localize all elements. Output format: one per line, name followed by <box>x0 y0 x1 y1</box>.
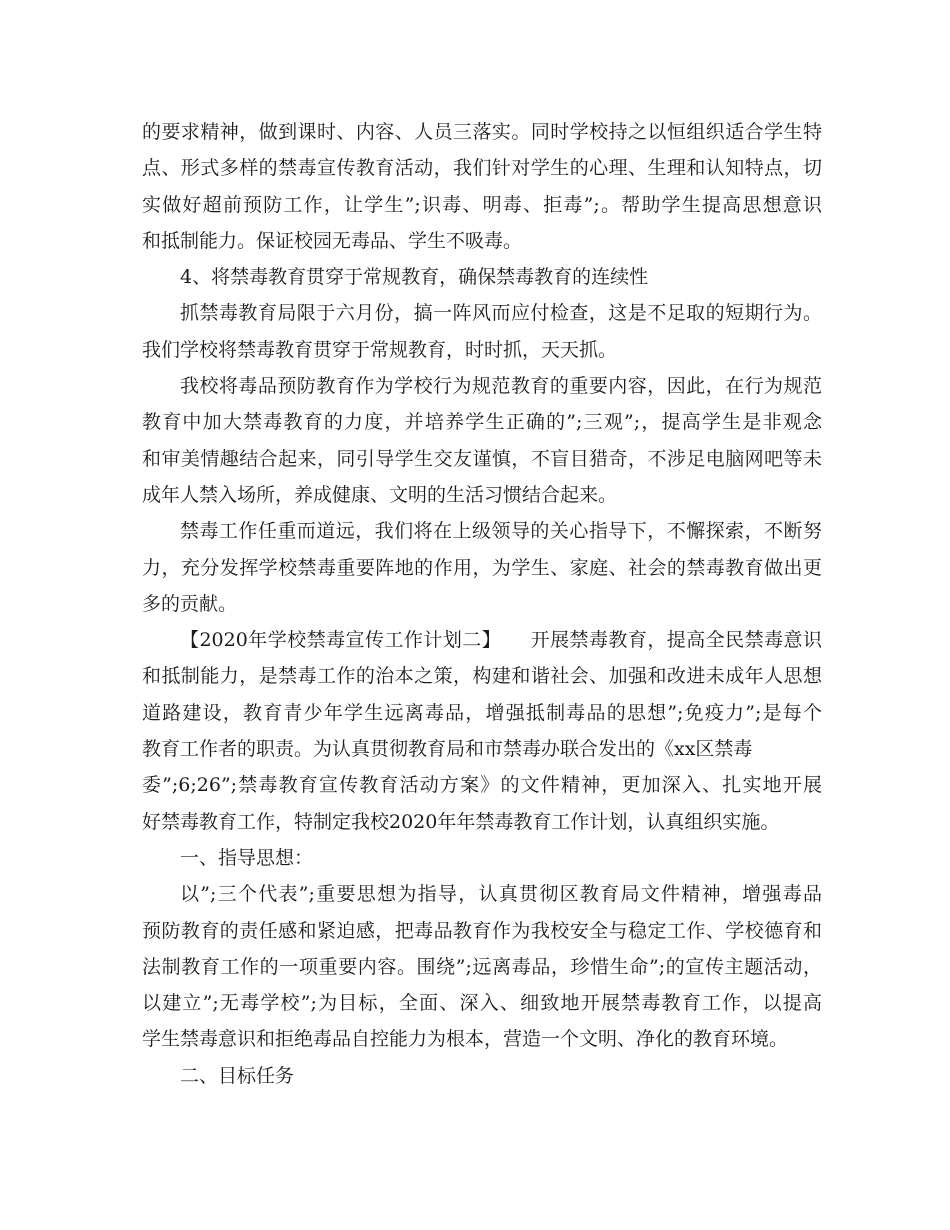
document-body <box>142 114 822 1094</box>
text-line: 道路建设，教育青少年学生远离毒品，增强抵制毒品的思想”;免疫力”;是每个 <box>142 701 822 724</box>
text-line: 教育工作者的职责。为认真贯彻教育局和市禁毒办联合发出的《xx区禁毒 <box>142 738 753 761</box>
text-line: 和抵制能力。保证校园无毒品、学生不吸毒。 <box>142 229 523 252</box>
text-line: 【2020年学校禁毒宣传工作计划二】 开展禁毒教育，提高全民禁毒意识 <box>180 629 822 652</box>
text-line: 教育中加大禁毒教育的力度，并培养学生正确的”;三观”;，提高学生是非观念 <box>142 411 822 434</box>
text-line: 和审美情趣结合起来，同引导学生交友谨慎，不盲目猎奇，不涉足电脑网吧等未 <box>142 447 822 470</box>
text-line: 力，充分发挥学校禁毒重要阵地的作用，为学生、家庭、社会的禁毒教育做出更 <box>142 556 822 579</box>
text-line: 禁毒工作任重而道远，我们将在上级领导的关心指导下，不懈探索，不断努 <box>180 520 822 543</box>
text-line: 成年人禁入场所，养成健康、文明的生活习惯结合起来。 <box>142 483 618 506</box>
text-line: 学生禁毒意识和拒绝毒品自控能力为根本，营造一个文明、净化的教育环境。 <box>142 1028 789 1051</box>
text-line: 和抵制能力，是禁毒工作的治本之策，构建和谐社会、加强和改进未成年人思想 <box>142 665 822 688</box>
text-line: 以建立”;无毒学校”;为目标，全面、深入、细致地开展禁毒教育工作，以提高 <box>142 992 822 1015</box>
text-line: 抓禁毒教育局限于六月份，搞一阵风而应付检查，这是不足取的短期行为。 <box>180 302 822 325</box>
text-line: 实做好超前预防工作，让学生”;识毒、明毒、拒毒”;。帮助学生提高思想意识 <box>142 193 822 216</box>
text-line: 我校将毒品预防教育作为学校行为规范教育的重要内容，因此，在行为规范 <box>180 375 822 398</box>
text-line: 多的贡献。 <box>142 592 238 615</box>
text-line: 委”;6;26”;禁毒教育宣传教育活动方案》的文件精神，更加深入、扎实地开展 <box>142 774 822 797</box>
text-line: 好禁毒教育工作，特制定我校2020年年禁毒教育工作计划，认真组织实施。 <box>142 810 780 833</box>
text-line: 预防教育的责任感和紧迫感，把毒品教育作为我校安全与稳定工作、学校德育和 <box>142 919 822 942</box>
text-line: 4、将禁毒教育贯穿于常规教育，确保禁毒教育的连续性 <box>180 266 649 289</box>
text-line: 我们学校将禁毒教育贯穿于常规教育，时时抓，天天抓。 <box>142 338 618 361</box>
text-line: 二、目标任务 <box>180 1064 295 1087</box>
text-line: 法制教育工作的一项重要内容。围绕”;远离毒品，珍惜生命”;的宣传主题活动， <box>142 955 822 978</box>
text-line: 以”;三个代表”;重要思想为指导，认真贯彻区教育局文件精神，增强毒品 <box>180 883 822 906</box>
text-line: 点、形式多样的禁毒宣传教育活动，我们针对学生的心理、生理和认知特点，切 <box>142 157 822 180</box>
text-line: 的要求精神，做到课时、内容、人员三落实。同时学校持之以恒组织适合学生特 <box>142 121 822 143</box>
text-line: 一、指导思想： <box>180 846 314 869</box>
